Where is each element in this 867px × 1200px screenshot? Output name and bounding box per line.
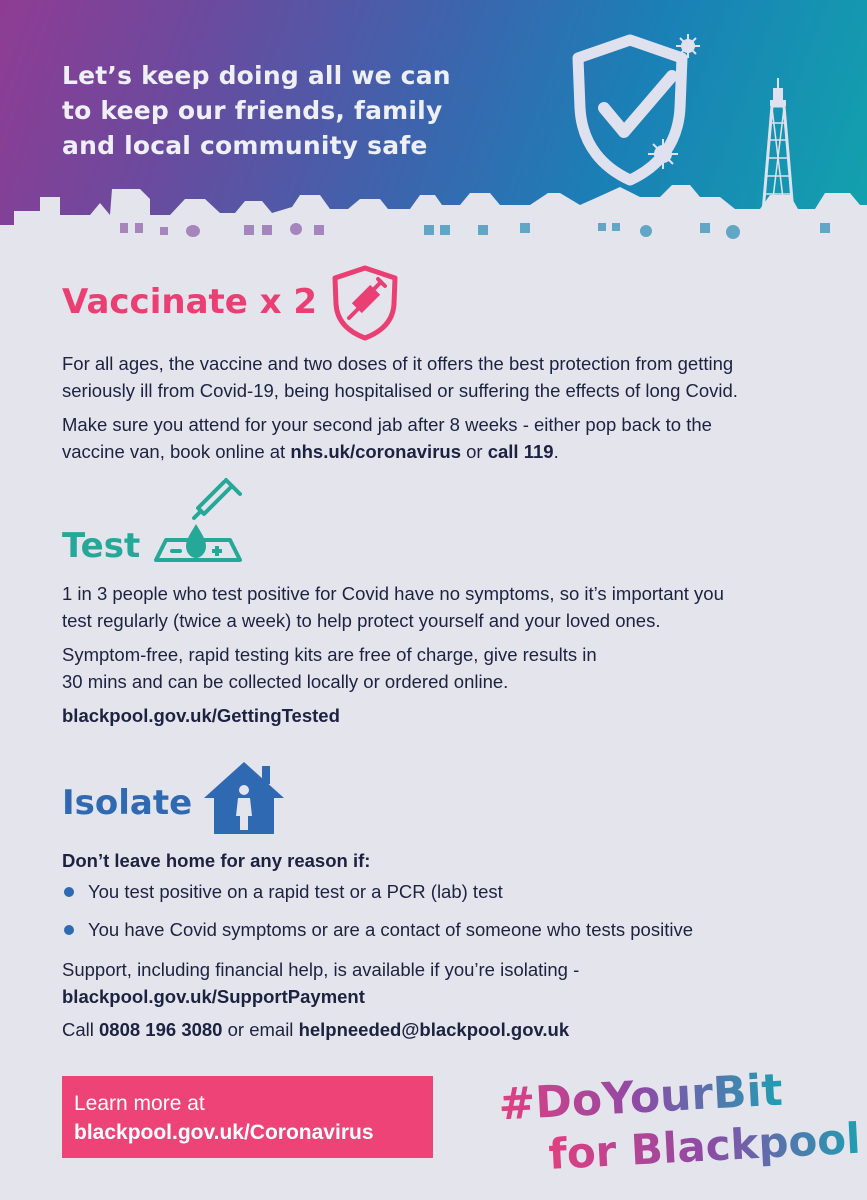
hero-title bbox=[62, 58, 522, 163]
learn-more-label: Learn more at bbox=[74, 1092, 205, 1115]
support-paragraph: Support, including financial help, is available if you’re isolating - blackpool.gov.uk/SupportPayment bbox=[62, 956, 822, 1010]
learn-more-banner[interactable] bbox=[62, 1076, 433, 1158]
coronavirus-link[interactable]: blackpool.gov.uk/Coronavirus bbox=[74, 1121, 374, 1144]
hero-title-line: to keep our friends, family bbox=[62, 96, 443, 125]
bullet-dot-icon bbox=[64, 887, 74, 897]
house-person-icon bbox=[202, 760, 286, 836]
isolate-bullet-1: You test positive on a rapid test or a PCR (lab) test bbox=[62, 881, 503, 903]
isolate-subheading-row bbox=[62, 847, 822, 874]
vaccinate-paragraph-2: Make sure you attend for your second jab after 8 weeks - either pop back to the vaccine van, book online at nhs.uk/coronavirus or call 119. bbox=[62, 414, 712, 462]
phone-number[interactable]: 0808 196 3080 bbox=[99, 1019, 223, 1040]
dropper-test-icon bbox=[148, 476, 248, 566]
do-your-bit-hashtag bbox=[493, 1060, 862, 1180]
shield-check-icon bbox=[560, 28, 710, 188]
isolate-heading bbox=[62, 760, 286, 836]
isolate-title: Isolate bbox=[62, 783, 193, 823]
email-link[interactable]: helpneeded@blackpool.gov.uk bbox=[298, 1019, 570, 1040]
nhs-link[interactable]: nhs.uk/coronavirus bbox=[290, 441, 461, 462]
hashtag-line-2: for Blackpool bbox=[547, 1113, 862, 1179]
isolate-subheading: Don’t leave home for any reason if: bbox=[62, 850, 371, 871]
vaccinate-title: Vaccinate x 2 bbox=[62, 282, 318, 322]
test-paragraph-1: 1 in 3 people who test positive for Covid have no symptoms, so it’s important you test regularly (twice a week) to help protect yourself and your loved ones. bbox=[62, 583, 724, 631]
vaccinate-paragraph-1: For all ages, the vaccine and two doses of it offers the best protection from getting seriously ill from Covid-19, being hospitalised or suffering the effects of long Covid. bbox=[62, 353, 738, 401]
hero-banner bbox=[0, 0, 867, 255]
bullet-dot-icon bbox=[64, 925, 74, 935]
hero-title-line: and local community safe bbox=[62, 131, 428, 160]
town-skyline-illustration bbox=[0, 185, 867, 255]
test-heading bbox=[62, 476, 248, 566]
syringe-shield-icon bbox=[329, 264, 401, 340]
getting-tested-link[interactable]: blackpool.gov.uk/GettingTested bbox=[62, 705, 340, 726]
test-paragraph-2: Symptom-free, rapid testing kits are free of charge, give results in 30 mins and can be collected locally or ordered online. bbox=[62, 644, 597, 692]
getting-tested-link-row bbox=[62, 702, 822, 729]
test-title: Test bbox=[62, 526, 141, 566]
contact-paragraph: Call 0808 196 3080 or email helpneeded@blackpool.gov.uk bbox=[62, 1019, 570, 1040]
isolate-bullet-2: You have Covid symptoms or are a contact of someone who tests positive bbox=[62, 919, 693, 941]
support-payment-link[interactable]: blackpool.gov.uk/SupportPayment bbox=[62, 986, 365, 1007]
vaccinate-heading bbox=[62, 264, 401, 340]
call-119[interactable]: call 119 bbox=[487, 441, 554, 462]
hero-title-line: Let’s keep doing all we can bbox=[62, 61, 451, 90]
hashtag-line-1: #DoYourBit bbox=[497, 1064, 784, 1131]
